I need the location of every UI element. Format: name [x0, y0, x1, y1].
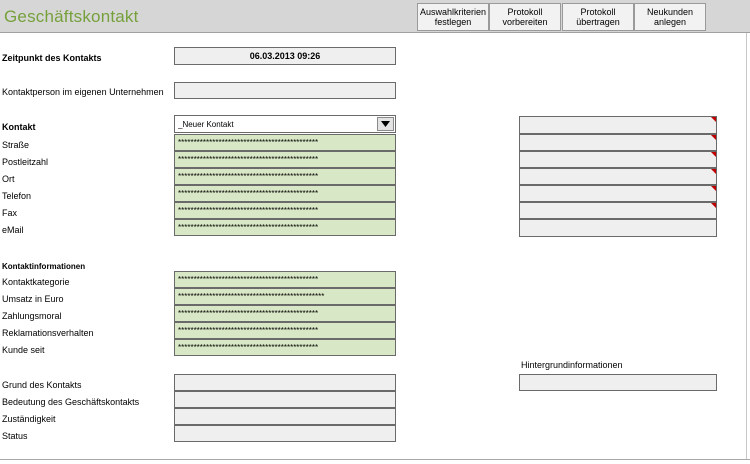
- bedeutung-value: [178, 392, 393, 407]
- bedeutung-field[interactable]: [174, 391, 396, 408]
- reklamationsverhalten-label: Reklamationsverhalten: [2, 328, 94, 338]
- right-box-3[interactable]: [519, 151, 717, 168]
- auswahlkriterien-festlegen-button[interactable]: Auswahlkriterien festlegen: [417, 3, 489, 31]
- kontakt-dropdown[interactable]: [174, 115, 396, 133]
- email-value: *********************************************: [178, 223, 319, 232]
- kunde-seit-field[interactable]: [174, 339, 396, 356]
- kontaktinformationen-heading: Kontaktinformationen: [2, 262, 86, 271]
- kunde-seit-value: *********************************************: [178, 343, 319, 352]
- right-box-1[interactable]: [519, 116, 717, 134]
- bedeutung-label: Bedeutung des Geschäftskontakts: [2, 397, 140, 407]
- right-box-5[interactable]: [519, 185, 717, 202]
- comment-marker-icon: [711, 203, 716, 208]
- postleitzahl-field[interactable]: [174, 151, 396, 168]
- comment-marker-icon: [711, 169, 716, 174]
- kontakt-dropdown-value: _Neuer Kontakt: [178, 119, 234, 129]
- kontakt-label: Kontakt: [2, 122, 36, 132]
- zeitpunkt-field[interactable]: [174, 47, 396, 65]
- email-field[interactable]: [174, 219, 396, 236]
- telefon-label: Telefon: [2, 191, 32, 201]
- zeitpunkt-value: 06.03.2013 09:26: [249, 51, 321, 61]
- status-label: Status: [2, 431, 28, 441]
- reklamationsverhalten-field[interactable]: [174, 322, 396, 339]
- zahlungsmoral-value: *********************************************: [178, 309, 319, 318]
- grund-label: Grund des Kontakts: [2, 380, 82, 390]
- umsatz-value: ***********************************************: [178, 292, 325, 301]
- kontaktkategorie-field[interactable]: [174, 271, 396, 288]
- reklamationsverhalten-value: *********************************************: [178, 326, 319, 335]
- umsatz-field[interactable]: [174, 288, 396, 305]
- protokoll-vorbereiten-button[interactable]: Protokoll vorbereiten: [489, 3, 561, 31]
- right-box-2[interactable]: [519, 134, 717, 151]
- fax-label: Fax: [2, 208, 18, 218]
- status-value: [178, 426, 393, 441]
- fax-field[interactable]: [174, 202, 396, 219]
- sheet-bottom-border: [0, 459, 750, 460]
- strasse-label: Straße: [2, 140, 30, 150]
- right-box-6[interactable]: [519, 202, 717, 219]
- hintergrund-field[interactable]: [519, 374, 717, 391]
- strasse-field[interactable]: [174, 134, 396, 151]
- fax-value: *********************************************: [178, 206, 319, 215]
- grund-value: [178, 375, 393, 390]
- kontaktperson-label: Kontaktperson im eigenen Unternehmen: [2, 87, 164, 97]
- email-label: eMail: [2, 225, 24, 235]
- zustaendigkeit-field[interactable]: [174, 408, 396, 425]
- sheet-right-border: [746, 33, 747, 460]
- hintergrund-label: Hintergrundinformationen: [521, 360, 623, 370]
- comment-marker-icon: [711, 152, 716, 157]
- kontaktkategorie-value: *********************************************: [178, 275, 319, 284]
- ort-field[interactable]: [174, 168, 396, 185]
- umsatz-label: Umsatz in Euro: [2, 294, 64, 304]
- zahlungsmoral-field[interactable]: [174, 305, 396, 322]
- comment-marker-icon: [711, 117, 716, 122]
- telefon-value: *********************************************: [178, 189, 319, 198]
- kontaktperson-value: [178, 83, 393, 98]
- chevron-down-icon[interactable]: [377, 117, 394, 131]
- neukunden-anlegen-button[interactable]: Neukunden anlegen: [634, 3, 706, 31]
- zeitpunkt-label: Zeitpunkt des Kontakts: [2, 53, 102, 63]
- ribbon-header: [0, 0, 750, 33]
- ort-value: *********************************************: [178, 172, 319, 181]
- postleitzahl-value: *********************************************: [178, 155, 319, 164]
- kunde-seit-label: Kunde seit: [2, 345, 45, 355]
- comment-marker-icon: [711, 135, 716, 140]
- zustaendigkeit-value: [178, 409, 393, 424]
- grund-field[interactable]: [174, 374, 396, 391]
- kontaktperson-field[interactable]: [174, 82, 396, 99]
- comment-marker-icon: [711, 186, 716, 191]
- right-box-7[interactable]: [519, 219, 717, 237]
- right-box-4[interactable]: [519, 168, 717, 185]
- zustaendigkeit-label: Zuständigkeit: [2, 414, 56, 424]
- zahlungsmoral-label: Zahlungsmoral: [2, 311, 62, 321]
- kontaktkategorie-label: Kontaktkategorie: [2, 277, 70, 287]
- telefon-field[interactable]: [174, 185, 396, 202]
- protokoll-uebertragen-button[interactable]: Protokoll übertragen: [562, 3, 634, 31]
- postleitzahl-label: Postleitzahl: [2, 157, 49, 167]
- strasse-value: *********************************************: [178, 138, 319, 147]
- page-title: Geschäftskontakt: [4, 7, 139, 26]
- ort-label: Ort: [2, 174, 15, 184]
- status-field[interactable]: [174, 425, 396, 442]
